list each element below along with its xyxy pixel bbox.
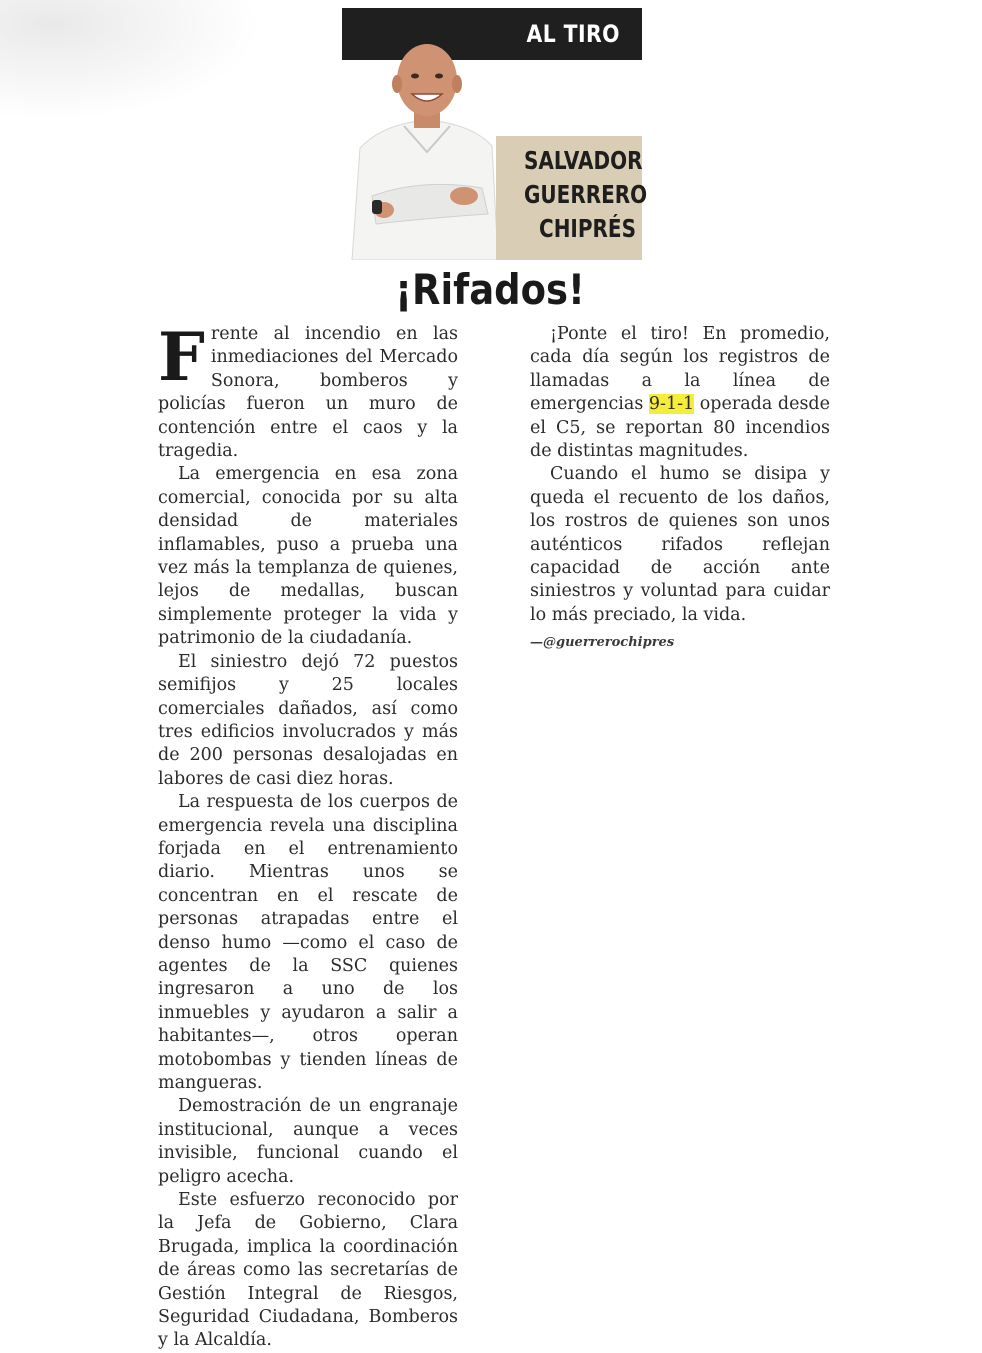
paragraph-1-text: rente al incendio en las inmediaciones del Mercado Sonora, bomberos y policías fueron un muro de contención entre el caos y la tragedia. [158,324,458,462]
author-name-box [496,136,648,260]
author-last-name-2: CHIPRÉS [539,214,636,243]
paragraph-7-text-end: operada desde el C5, se reportan 80 incendios de distintas magnitudes. [530,394,830,462]
author-last-name-1: GUERRERO [524,180,648,209]
article-column-right [530,323,830,655]
author-photo [342,28,512,260]
paragraph-5: Demostración de un engranaje institucional, aunque a veces invisible, funcional cuando el peligro acecha. [158,1096,458,1187]
author-first-name: SALVADOR [524,146,643,175]
drop-cap: F [158,318,205,396]
paragraph-3: El siniestro dejó 72 puestos semifijos y 25 locales comerciales dañados, así como tres edificios involucrados y más de 200 personas desalojadas en labores de casi diez horas. [158,651,458,789]
paragraph-2: La emergencia en esa zona comercial, conocida por su alta densidad de materiales inflamables, puso a prueba una vez más la templanza de quienes, lejos de medallas, buscan simplemente proteger la vida y patrimonio de la ciudadanía. [158,464,458,649]
article-column-left [158,318,458,1353]
paragraph-8: Cuando el humo se disipa y queda el recuento de los daños, los rostros de quienes son unos auténticos rifados reflejan capacidad de acción ante siniestros y voluntad para cuidar lo más preciado, la vida. [530,464,830,625]
paragraph-6: Este esfuerzo reconocido por la Jefa de Gobierno, Clara Brugada, implica la coordinación de áreas como las secretarías de Gestión Integral de Riesgos, Seguridad Ciudadana, Bomberos y la Alcaldía. [158,1190,458,1351]
paragraph-1 [158,318,458,463]
paragraph-7 [530,323,830,463]
scan-shadow [0,0,260,120]
section-label: AL TIRO [526,20,620,48]
emergency-number-highlight: 9-1-1 [648,394,695,415]
paragraph-4: La respuesta de los cuerpos de emergencia revela una disciplina forjada en el entrenamiento diario. Mientras unos se concentran en el rescate de personas atrapadas entre el denso humo —como el caso de agentes de la SSC quienes ingresaron a uno de los inmuebles y ayudaron a salir a habitantes—, otros operan motobombas y tienden líneas de mangueras. [158,792,458,1093]
author-signature: —@guerrerochipres [530,635,675,651]
paragraph-7-text-start: ¡Ponte el tiro! En promedio, cada día según los registros de llamadas a la línea de emergencias [530,324,830,415]
headline: ¡Rifados! [395,265,585,314]
